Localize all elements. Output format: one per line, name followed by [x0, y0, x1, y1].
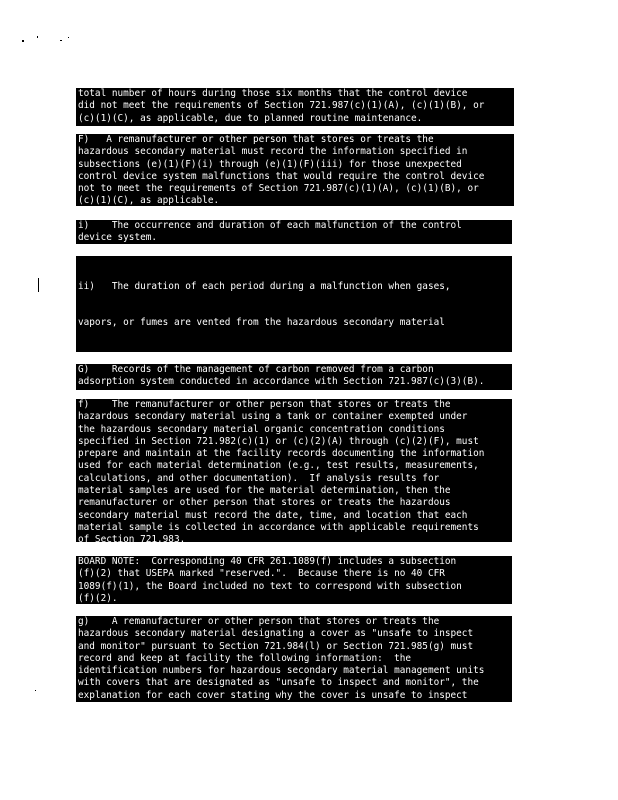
paragraph-i-occurrence: i) The occurrence and duration of each malfunction of the control device system. [76, 220, 512, 244]
scan-speck [68, 37, 69, 38]
scan-speck [22, 40, 24, 42]
paragraph-F-malfunctions: F) A remanufacturer or other person that stores or treats the hazardous secondary material must record the information specified in subsections (e)(1)(F)(i) through (e)(1)(F)(iii) for those unexpected control device system malfunctions that would require the control device not to meet the requirements of Section 721.987(c)(1)(A), (c)(1)(B), or (c)(1)(C), as applicable. [76, 134, 514, 206]
board-note: BOARD NOTE: Corresponding 40 CFR 261.1089(f) includes a subsection (f)(2) that USEPA marked "reserved.". Because there is no 40 CFR 1089(f)(1), the Board included no text to correspond with subsection (f)(2). [76, 556, 512, 604]
paragraph-hours-maintenance: total number of hours during those six months that the control device did not meet the requirements of Section 721.987(c)(1)(A), (c)(1)(B), or (c)(1)(C), as applicable, due to planned routine maintenance. [76, 88, 514, 126]
scan-speck [60, 40, 62, 41]
paragraph-f-tank-exemption: f) The remanufacturer or other person that stores or treats the hazardous secondary material using a tank or container exempted under the hazardous secondary material organic concentration conditions specified in Section 721.982(c)(1) or (c)(2)(A) through (c)(2)(F), must prepare and maintain at the facility records documenting the information used for each material determination (e.g., test results, measurements, calculations, and other documentation). If analysis results for material samples are used for the material determination, then the remanufacturer or other person that stores or treats the hazardous secondary material must record the date, time, and location that each material sample is collected in accordance with applicable requirements of Section 721.983. [76, 399, 512, 542]
paragraph-G-carbon: G) Records of the management of carbon removed from a carbon adsorption system conducted in accordance with Section 721.987(c)(3)(B). [76, 364, 512, 390]
paragraph-g-unsafe-cover: g) A remanufacturer or other person that stores or treats the hazardous secondary material designating a cover as "unsafe to inspect and monitor" pursuant to Section 721.984(l) or Section 721.985(g) must record and keep at facility the following information: the identification numbers for hazardous secondary material management units with covers that are designated as "unsafe to inspect and monitor", the explanation for each cover stating why the cover is unsafe to inspect [76, 616, 512, 702]
text-cursor [38, 278, 39, 292]
paragraph-ii-iii-periods: ii) The duration of each period during a malfunction when gases, vapors, or fumes are vented from the hazardous secondary material [76, 256, 512, 352]
scan-speck [35, 690, 36, 691]
scan-speck [37, 36, 38, 38]
